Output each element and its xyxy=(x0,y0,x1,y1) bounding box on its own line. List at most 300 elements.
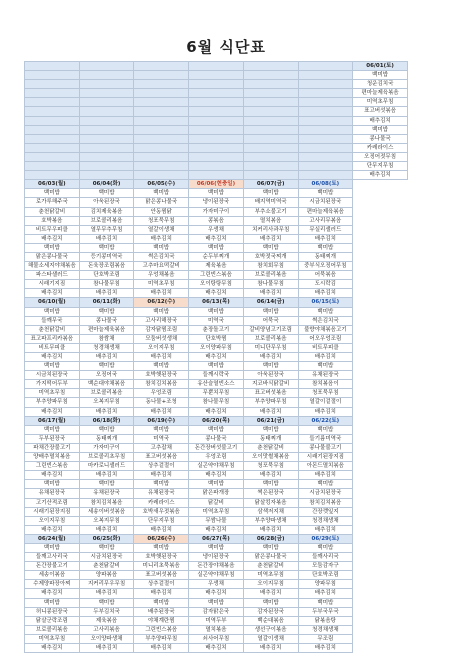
menu-item-cell: 닭갈비 xyxy=(189,498,244,507)
menu-item-cell: 백미밥 xyxy=(134,189,189,198)
menu-item-cell: 표고버섯볶음 xyxy=(353,107,408,116)
menu-item-cell: 백미밥 xyxy=(243,425,298,434)
menu-item-cell: 백미밥 xyxy=(353,71,408,80)
menu-row xyxy=(25,89,408,98)
menu-row xyxy=(25,489,408,498)
menu-item-cell xyxy=(189,98,244,107)
menu-item-cell xyxy=(189,171,244,180)
menu-item-cell: 브로콜리볶음 xyxy=(243,271,298,280)
menu-item-cell: 백미밥 xyxy=(25,189,80,198)
menu-row xyxy=(25,371,408,380)
menu-item-cell xyxy=(25,134,80,143)
menu-row xyxy=(25,162,408,171)
menu-item-cell: 참치김치볶음 xyxy=(134,380,189,389)
menu-row xyxy=(25,143,408,152)
menu-item-cell: 돈육장조림볶음 xyxy=(79,262,134,271)
menu-row xyxy=(25,434,408,443)
menu-item-cell: 배추김치 xyxy=(353,171,408,180)
menu-row xyxy=(25,234,408,243)
menu-item-cell: 백미밥 xyxy=(25,243,80,252)
menu-item-cell xyxy=(189,71,244,80)
menu-item-cell xyxy=(25,143,80,152)
menu-item-cell: 배추된장국 xyxy=(134,607,189,616)
menu-item-cell: 표고파프리카볶음 xyxy=(25,334,80,343)
menu-item-cell xyxy=(298,143,353,152)
menu-item-cell: 썩은된장국 xyxy=(243,489,298,498)
date-cell: 06/17(월) xyxy=(25,416,80,425)
menu-item-cell: 들깨무국 xyxy=(25,316,80,325)
menu-item-cell: 시래기지짐 xyxy=(25,280,80,289)
menu-item-cell xyxy=(298,162,353,171)
menu-item-cell: 배추김치 xyxy=(243,471,298,480)
menu-item-cell: 배추김치 xyxy=(298,234,353,243)
menu-row xyxy=(25,152,408,161)
menu-item-cell: 백미밥 xyxy=(134,243,189,252)
menu-item-cell xyxy=(79,171,134,180)
menu-row xyxy=(25,252,408,261)
page-title: 6월 식단표 xyxy=(186,38,266,56)
menu-item-cell: 배추김치 xyxy=(243,589,298,598)
menu-item-cell xyxy=(25,71,80,80)
menu-row xyxy=(25,243,408,252)
menu-row xyxy=(25,471,408,480)
date-cell: 06/07(금) xyxy=(243,180,298,189)
menu-item-cell xyxy=(243,171,298,180)
menu-item-cell: 열갈이생채 xyxy=(134,225,189,234)
menu-row xyxy=(25,98,408,107)
menu-item-cell xyxy=(25,152,80,161)
menu-item-cell: 어묵국 xyxy=(243,316,298,325)
menu-item-cell: 맑은콩나물국 xyxy=(243,553,298,562)
date-cell: 06/14(금) xyxy=(243,298,298,307)
menu-item-cell: 열갈이겉절이 xyxy=(298,398,353,407)
menu-item-cell: 백미밥 xyxy=(298,598,353,607)
menu-row xyxy=(25,271,408,280)
menu-item-cell: 배추김치 xyxy=(79,471,134,480)
menu-item-cell xyxy=(298,71,353,80)
menu-item-cell: 백미밥 xyxy=(298,362,353,371)
menu-row xyxy=(25,616,408,625)
menu-item-cell: 백미밥 xyxy=(134,362,189,371)
menu-row xyxy=(25,644,408,653)
menu-row xyxy=(25,580,408,589)
menu-item-cell: 백미밥 xyxy=(189,480,244,489)
menu-item-cell: 백미밥 xyxy=(134,598,189,607)
menu-item-cell xyxy=(25,107,80,116)
menu-item-cell: 백미밥 xyxy=(353,125,408,134)
menu-item-cell: 두부김치국 xyxy=(79,607,134,616)
menu-item-cell: 백미밥 xyxy=(79,189,134,198)
menu-item-cell: 아몬드멸치볶음 xyxy=(298,462,353,471)
menu-item-cell: 청경채생채 xyxy=(298,625,353,634)
menu-item-cell: 맑은파개장 xyxy=(189,489,244,498)
menu-item-cell: 호박햇된장국 xyxy=(134,553,189,562)
menu-item-cell xyxy=(243,152,298,161)
menu-item-cell: 배추김치 xyxy=(189,234,244,243)
menu-item-cell: 상추겉절이 xyxy=(134,462,189,471)
menu-item-cell: 백미밥 xyxy=(25,307,80,316)
menu-row xyxy=(25,443,408,452)
menu-item-cell: 백미밥 xyxy=(298,243,353,252)
menu-row xyxy=(25,325,408,334)
menu-item-cell: 청경채생채 xyxy=(298,516,353,525)
menu-item-cell: 백미밥 xyxy=(79,307,134,316)
menu-item-cell xyxy=(134,162,189,171)
menu-item-cell: 브로콜리볶음 xyxy=(25,625,80,634)
menu-item-cell xyxy=(25,80,80,89)
menu-item-cell: 호박젓국찌개 xyxy=(243,252,298,261)
menu-item-cell xyxy=(243,89,298,98)
menu-item-cell: 무실리샐러드 xyxy=(298,225,353,234)
menu-row xyxy=(25,462,408,471)
menu-item-cell: 우생채 xyxy=(189,225,244,234)
menu-item-cell: 미역국 xyxy=(134,434,189,443)
menu-item-cell xyxy=(134,116,189,125)
date-cell: 06/11(화) xyxy=(79,298,134,307)
menu-item-cell: 편마늘제육볶음 xyxy=(298,207,353,216)
menu-item-cell: 백미밥 xyxy=(79,480,134,489)
menu-item-cell: 참치회무침 xyxy=(243,262,298,271)
menu-item-cell: 배추김치 xyxy=(25,589,80,598)
menu-item-cell xyxy=(298,171,353,180)
date-row xyxy=(25,534,408,543)
menu-item-cell: 단무지무침 xyxy=(134,516,189,525)
menu-item-cell: 유채된장국 xyxy=(134,489,189,498)
menu-item-cell: 시금치된장국 xyxy=(298,198,353,207)
menu-item-cell: 맑은콩나물국 xyxy=(25,252,80,261)
menu-item-cell: 콩나물불고기 xyxy=(298,443,353,452)
menu-item-cell: 청포묵무침 xyxy=(243,462,298,471)
menu-item-cell: 고사리해장국 xyxy=(134,316,189,325)
date-cell: 06/21(금) xyxy=(243,416,298,425)
menu-item-cell xyxy=(79,162,134,171)
menu-item-cell: 브로콜리초무침 xyxy=(79,453,134,462)
menu-item-cell: 브로콜리볶음 xyxy=(243,334,298,343)
menu-item-cell xyxy=(79,80,134,89)
menu-item-cell: 참치김치볶음 xyxy=(79,498,134,507)
menu-item-cell: 마카로니샐러드 xyxy=(79,462,134,471)
date-cell: 06/03(월) xyxy=(25,180,80,189)
menu-item-cell: 단무지무침 xyxy=(353,162,408,171)
date-cell: 06/10(월) xyxy=(25,298,80,307)
menu-item-cell xyxy=(134,107,189,116)
menu-item-cell xyxy=(79,116,134,125)
menu-item-cell: 백미밥 xyxy=(243,480,298,489)
menu-item-cell xyxy=(134,152,189,161)
menu-item-cell: 고추잡채 xyxy=(134,443,189,452)
menu-row xyxy=(25,407,408,416)
date-cell: 06/20(목) xyxy=(189,416,244,425)
date-cell: 06/05(수) xyxy=(134,180,189,189)
menu-item-cell: 세송이버섯볶음 xyxy=(79,507,134,516)
menu-item-cell: 비트무피클 xyxy=(25,343,80,352)
menu-item-cell: 배추김치 xyxy=(79,589,134,598)
menu-item-cell: 백미밥 xyxy=(298,480,353,489)
menu-item-cell: 동태찌개 xyxy=(298,252,353,261)
menu-item-cell: 카레라이스 xyxy=(134,498,189,507)
menu-item-cell xyxy=(134,89,189,98)
date-cell: 06/06(현충일) xyxy=(189,180,244,189)
menu-item-cell: 갈비양념고기조림 xyxy=(243,325,298,334)
menu-item-cell: 무뿐치무침 xyxy=(189,389,244,398)
menu-item-cell: 닭살군락조림 xyxy=(25,616,80,625)
menu-item-cell xyxy=(189,162,244,171)
menu-item-cell: 실곤약야채무침 xyxy=(189,462,244,471)
menu-item-cell: 청운김치국 xyxy=(353,80,408,89)
menu-item-cell: 닭살킹자볶음 xyxy=(243,498,298,507)
menu-item-cell: 야채계란찜 xyxy=(134,616,189,625)
menu-item-cell: 백미밥 xyxy=(79,425,134,434)
menu-item-cell: 돈간장야채볶음 xyxy=(189,562,244,571)
menu-item-cell: 멸치볶음 xyxy=(243,216,298,225)
menu-item-cell: 유채된장국 xyxy=(25,489,80,498)
menu-item-cell: 백미밥 xyxy=(298,425,353,434)
menu-item-cell: 고사리볶음 xyxy=(79,625,134,634)
menu-item-cell: 미역초무침 xyxy=(25,389,80,398)
menu-item-cell: 배추김치 xyxy=(189,525,244,534)
date-cell: 06/26(수) xyxy=(134,534,189,543)
menu-item-cell: 시금치된장국 xyxy=(298,489,353,498)
menu-item-cell: 배추김치 xyxy=(79,644,134,653)
menu-item-cell: 배추김치 xyxy=(79,234,134,243)
menu-item-cell: 부추양파생채 xyxy=(243,516,298,525)
menu-item-cell: 배추김치 xyxy=(243,289,298,298)
menu-item-cell: 모둠버섯생채 xyxy=(134,334,189,343)
menu-item-cell: 로가루해주국 xyxy=(25,198,80,207)
menu-item-cell: 배추김치 xyxy=(79,407,134,416)
menu-item-cell xyxy=(298,152,353,161)
menu-row xyxy=(25,171,408,180)
date-cell: 06/08(토) xyxy=(298,180,353,189)
menu-item-cell: 백미밥 xyxy=(79,598,134,607)
menu-item-cell: 오이맛썰채볶음 xyxy=(243,453,298,462)
menu-item-cell: 고기산적조림 xyxy=(25,498,80,507)
menu-item-cell: 백미밥 xyxy=(189,189,244,198)
menu-row xyxy=(25,398,408,407)
menu-item-cell: 지커리무우무침 xyxy=(79,580,134,589)
date-row xyxy=(25,180,408,189)
menu-row xyxy=(25,216,408,225)
menu-item-cell: 배추김치 xyxy=(189,644,244,653)
menu-item-cell: 참나물무침 xyxy=(243,280,298,289)
menu-item-cell: 미역초무침 xyxy=(353,98,408,107)
date-cell xyxy=(79,62,134,71)
menu-item-cell: 냉이된장국 xyxy=(189,198,244,207)
menu-item-cell xyxy=(79,143,134,152)
menu-item-cell xyxy=(298,80,353,89)
menu-item-cell: 배지역미역국 xyxy=(243,198,298,207)
menu-item-cell xyxy=(298,98,353,107)
menu-row xyxy=(25,334,408,343)
menu-item-cell: 배추김치 xyxy=(25,234,80,243)
menu-item-cell xyxy=(134,125,189,134)
date-row xyxy=(25,298,408,307)
menu-item-cell: 오복지무침 xyxy=(79,398,134,407)
menu-item-cell: 중부식오징어무침 xyxy=(298,262,353,271)
menu-item-cell xyxy=(243,125,298,134)
menu-item-cell: 배추김치 xyxy=(298,525,353,534)
menu-item-cell xyxy=(189,125,244,134)
menu-item-cell xyxy=(79,107,134,116)
menu-item-cell: 배추김치 xyxy=(25,525,80,534)
menu-item-cell: 파스타샐러드 xyxy=(25,271,80,280)
menu-row xyxy=(25,289,408,298)
menu-item-cell: 동태찌개 xyxy=(243,434,298,443)
menu-row xyxy=(25,607,408,616)
menu-item-cell xyxy=(134,71,189,80)
menu-row xyxy=(25,207,408,216)
menu-item-cell: 유채된장국 xyxy=(298,371,353,380)
menu-item-cell: 표고버섯볶음 xyxy=(243,389,298,398)
menu-row xyxy=(25,198,408,207)
menu-item-cell: 배추김치 xyxy=(25,407,80,416)
menu-item-cell: 썩은김치국 xyxy=(298,316,353,325)
menu-item-cell: 백미밥 xyxy=(25,362,80,371)
menu-row xyxy=(25,316,408,325)
menu-row xyxy=(25,362,408,371)
menu-item-cell: 참치볶음이 xyxy=(298,380,353,389)
menu-row xyxy=(25,634,408,643)
menu-item-cell: 참치김치볶음 xyxy=(298,498,353,507)
menu-item-cell: 쇠사어무침 xyxy=(189,634,244,643)
menu-item-cell: 배추김치 xyxy=(25,471,80,480)
menu-item-cell: 표고버섯볶음 xyxy=(134,571,189,580)
menu-item-cell: 배추김치 xyxy=(243,353,298,362)
menu-item-cell: 카레라이스 xyxy=(353,143,408,152)
menu-item-cell: 춘천닭갈비 xyxy=(79,562,134,571)
menu-item-cell: 배추김치 xyxy=(189,471,244,480)
menu-item-cell: 배추김치 xyxy=(134,471,189,480)
menu-item-cell: 백미밥 xyxy=(298,307,353,316)
date-cell xyxy=(25,62,80,71)
menu-row xyxy=(25,589,408,598)
date-cell: 06/27(목) xyxy=(189,534,244,543)
menu-row xyxy=(25,116,408,125)
menu-item-cell: 백미밥 xyxy=(134,480,189,489)
menu-row xyxy=(25,625,408,634)
menu-item-cell: 오이탕탕무침 xyxy=(189,280,244,289)
menu-item-cell: 돈간장버섯불고기 xyxy=(189,443,244,452)
menu-item-cell: 가자미구이 xyxy=(189,207,244,216)
menu-item-cell: 백미밥 xyxy=(79,243,134,252)
menu-item-cell xyxy=(189,143,244,152)
menu-item-cell: 배추김치 xyxy=(134,289,189,298)
menu-row xyxy=(25,225,408,234)
date-cell: 06/15(토) xyxy=(298,298,353,307)
menu-item-cell: 호박햇된장국 xyxy=(134,371,189,380)
menu-item-cell: 가자미구이 xyxy=(79,443,134,452)
menu-item-cell: 감자닭찜조림 xyxy=(134,325,189,334)
menu-item-cell: 부추양파무침 xyxy=(25,398,80,407)
menu-item-cell: 도시락김 xyxy=(298,280,353,289)
menu-item-cell xyxy=(79,134,134,143)
menu-item-cell: 배추김치 xyxy=(189,353,244,362)
menu-item-cell: 배추김치 xyxy=(79,525,134,534)
menu-item-cell: 배추김치 xyxy=(189,407,244,416)
menu-item-cell: 유산슬열빈소스 xyxy=(189,380,244,389)
menu-item-cell: 청포묵무침 xyxy=(134,216,189,225)
menu-item-cell: 백미밥 xyxy=(25,598,80,607)
menu-item-cell: 맑은콩나물국 xyxy=(134,198,189,207)
menu-item-cell: 들깨사리국 xyxy=(298,553,353,562)
date-cell: 06/25(화) xyxy=(79,534,134,543)
menu-item-cell: 오이양파생채 xyxy=(79,634,134,643)
menu-item-cell: 단호박조림 xyxy=(298,571,353,580)
menu-item-cell: 백미밥 xyxy=(243,543,298,552)
menu-item-cell: 미역초무침 xyxy=(134,280,189,289)
menu-item-cell: 유채된장국 xyxy=(79,489,134,498)
menu-item-cell: 브로콜리볶음 xyxy=(79,216,134,225)
menu-row xyxy=(25,598,408,607)
menu-item-cell xyxy=(189,89,244,98)
menu-item-cell xyxy=(79,71,134,80)
menu-item-cell: 우엉조림 xyxy=(134,389,189,398)
menu-item-cell: 비트무우피클 xyxy=(25,225,80,234)
menu-item-cell: 배추김치 xyxy=(189,589,244,598)
menu-item-cell: 양파무침 xyxy=(298,580,353,589)
menu-item-cell: 열무무추무침 xyxy=(79,225,134,234)
menu-item-cell xyxy=(79,89,134,98)
menu-item-cell xyxy=(189,80,244,89)
menu-item-cell xyxy=(189,152,244,161)
menu-item-cell: 춘천닭갈비 xyxy=(25,325,80,334)
menu-item-cell: 들깨고사리국 xyxy=(25,553,80,562)
menu-row xyxy=(25,507,408,516)
menu-item-cell: 시금치된장국 xyxy=(79,553,134,562)
menu-item-cell: 브로콜리볶음 xyxy=(79,389,134,398)
menu-item-cell: 상추겉절이 xyxy=(134,580,189,589)
menu-item-cell: 썩은김치국 xyxy=(134,252,189,261)
menu-row xyxy=(25,480,408,489)
meal-calendar-table xyxy=(24,61,408,653)
menu-item-cell: 콩나물국 xyxy=(79,316,134,325)
menu-item-cell: 시금치된장국 xyxy=(25,371,80,380)
menu-item-cell: 춘장돌고기 xyxy=(189,325,244,334)
menu-item-cell xyxy=(79,125,134,134)
menu-item-cell xyxy=(243,80,298,89)
menu-item-cell: 지코바식닭갈비 xyxy=(243,380,298,389)
date-cell xyxy=(243,62,298,71)
menu-item-cell xyxy=(298,134,353,143)
menu-item-cell: 돈간장불고기 xyxy=(25,562,80,571)
menu-row xyxy=(25,189,408,198)
menu-row xyxy=(25,525,408,534)
menu-item-cell xyxy=(243,143,298,152)
menu-item-cell: 동태찌개 xyxy=(79,434,134,443)
menu-item-cell: 배추김치 xyxy=(243,644,298,653)
menu-item-cell: 배추김치 xyxy=(25,353,80,362)
menu-item-cell xyxy=(298,116,353,125)
menu-item-cell: 단호박조림 xyxy=(79,271,134,280)
menu-item-cell: 동나물+조청 xyxy=(134,398,189,407)
menu-row xyxy=(25,125,408,134)
menu-item-cell: 그린빈스볶음 xyxy=(134,625,189,634)
menu-row xyxy=(25,453,408,462)
menu-item-cell: 백미밥 xyxy=(298,189,353,198)
menu-item-cell: 편마늘제육볶음 xyxy=(353,89,408,98)
menu-item-cell: 들깨시락국 xyxy=(189,371,244,380)
menu-item-cell: 백미밥 xyxy=(25,543,80,552)
menu-item-cell: 배추김치 xyxy=(134,644,189,653)
menu-item-cell: 백미밥 xyxy=(243,598,298,607)
menu-row xyxy=(25,498,408,507)
menu-item-cell: 배추김치 xyxy=(134,234,189,243)
menu-item-cell: 백미밥 xyxy=(189,243,244,252)
menu-item-cell: 무쌈나물 xyxy=(189,516,244,525)
menu-item-cell: 배추김치 xyxy=(243,234,298,243)
menu-item-cell: 백미밥 xyxy=(25,425,80,434)
menu-item-cell: 아욱된장국 xyxy=(243,371,298,380)
